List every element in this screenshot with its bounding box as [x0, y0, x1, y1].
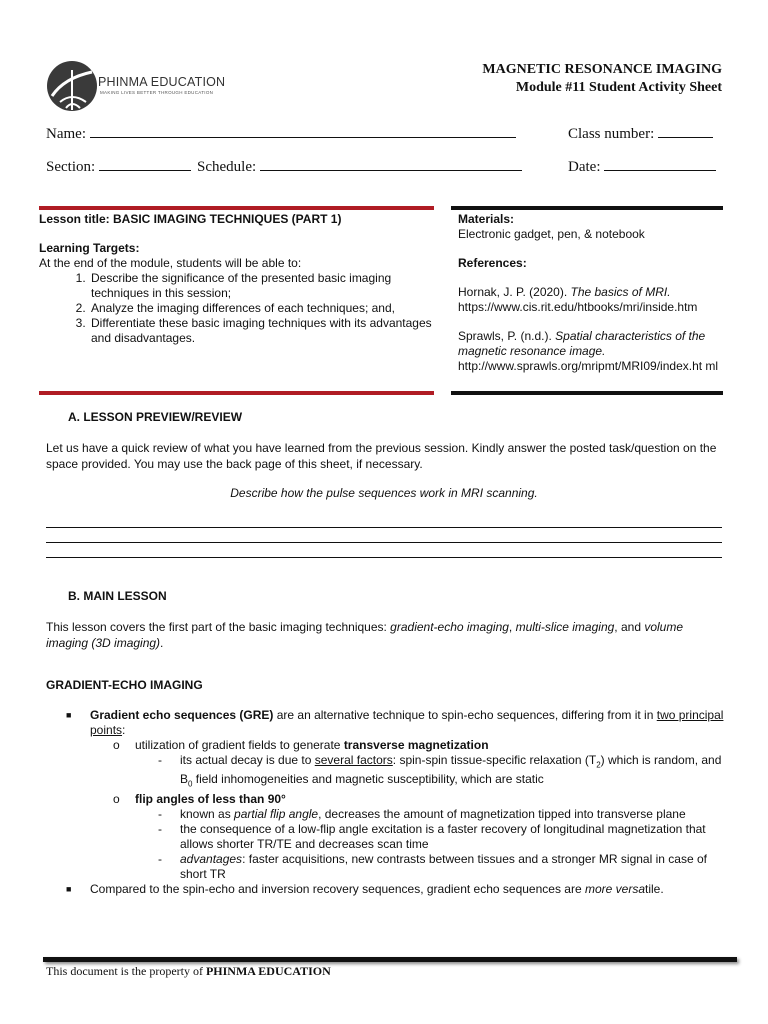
review-question: Describe how the pulse sequences work in MRI scanning.	[230, 486, 538, 500]
lesson-box-top-border	[39, 206, 434, 210]
dash-bullet-icon: -	[158, 753, 162, 767]
materials-box-top-border	[451, 206, 723, 210]
learning-targets-list	[39, 271, 434, 346]
name-blank[interactable]	[90, 124, 516, 138]
class-number-label: Class number:	[568, 126, 655, 142]
list-item: 3. Differentiate these basic imaging techniques with its advantages and disadvantages.	[89, 316, 434, 346]
class-number-field[interactable]	[568, 124, 713, 143]
dash-bullet-icon: -	[158, 806, 162, 821]
brand-tagline: MAKING LIVES BETTER THROUGH EDUCATION	[100, 90, 214, 95]
date-blank[interactable]	[604, 157, 716, 171]
gradient-echo-heading: GRADIENT-ECHO IMAGING	[46, 678, 203, 692]
list-item: - its actual decay is due to several factors: spin-spin tissue-specific relaxation $(T_2)$ which is random, and $B_0$ field inhomogeneities and magnetic susceptibility, which are static	[158, 753, 722, 789]
materials-box	[458, 212, 723, 374]
document-subtitle: Module #11 Student Activity Sheet	[515, 80, 722, 95]
list-item: 2. Analyze the imaging differences of each techniques; and,	[89, 301, 434, 316]
dash-bullet-icon: -	[158, 821, 162, 836]
dash-bullet-icon: -	[158, 851, 162, 866]
circle-bullet-icon: o	[113, 738, 120, 752]
document-title: MAGNETIC RESONANCE IMAGING	[482, 62, 722, 77]
brand-name: PHINMA EDUCATION	[98, 75, 226, 89]
lesson-title: Lesson title: BASIC IMAGING TECHNIQUES (PART 1)	[39, 212, 342, 226]
answer-line[interactable]	[46, 557, 722, 558]
reference-1: Hornak, J. P. (2020). The basics of MRI.	[458, 285, 671, 299]
square-bullet-icon: ■	[66, 883, 72, 894]
list-item: o utilization of gradient fields to generate transverse magnetization	[113, 738, 489, 752]
schedule-field[interactable]	[197, 157, 522, 176]
materials-text: Electronic gadget, pen, & notebook	[458, 227, 645, 241]
circle-bullet-icon: o	[113, 791, 120, 806]
name-label: Name:	[46, 126, 86, 142]
learning-targets-heading: Learning Targets:	[39, 241, 140, 255]
list-item: - advantages: faster acquisitions, new contrasts between tissues and a stronger MR signal in case of short TR	[158, 851, 707, 881]
list-item: o flip angles of less than 90°	[113, 791, 286, 806]
gre-bullet-list	[46, 708, 726, 897]
square-bullet-icon: ■	[66, 710, 72, 720]
answer-line[interactable]	[46, 527, 722, 528]
lesson-box-bottom-border	[39, 391, 434, 395]
learning-targets-intro: At the end of the module, students will be able to:	[39, 256, 302, 270]
section-a-paragraph: Let us have a quick review of what you have learned from the previous session. Kindly answer the posted task/question on the space provided. You may use the back page of this sheet, if necessary.	[46, 441, 717, 471]
materials-heading: Materials:	[458, 212, 515, 226]
class-number-blank[interactable]	[658, 124, 713, 138]
section-label: Section:	[46, 159, 96, 175]
schedule-blank[interactable]	[260, 157, 522, 171]
lesson-box	[39, 212, 434, 346]
list-item: - the consequence of a low-flip angle excitation is a faster recovery of longitudinal magnetization that allows shorter TR/TE and decreases scan time	[158, 821, 706, 851]
phinma-globe-icon	[46, 58, 98, 114]
date-field[interactable]	[568, 157, 716, 176]
list-item: ■ Compared to the spin-echo and inversion recovery sequences, gradient echo sequences are more versatile.	[66, 881, 664, 896]
materials-box-bottom-border	[451, 391, 723, 395]
section-b-heading: B. MAIN LESSON	[68, 589, 167, 603]
list-item: ■ Gradient echo sequences (GRE) are an alternative technique to spin-echo sequences, differing from it in two principal points:	[66, 708, 724, 737]
footer-text: This document is the property of PHINMA EDUCATION	[46, 964, 331, 978]
name-field[interactable]	[46, 124, 516, 143]
reference-1-link[interactable]: https://www.cis.rit.edu/htbooks/mri/inside.htm	[458, 300, 698, 314]
schedule-label: Schedule:	[197, 159, 257, 175]
main-lesson-intro: This lesson covers the first part of the basic imaging techniques: gradient-echo imaging, multi-slice imaging, and volume imaging (3D imaging).	[46, 620, 684, 650]
date-label: Date:	[568, 159, 601, 175]
section-field[interactable]	[46, 157, 191, 176]
section-a-heading: A. LESSON PREVIEW/REVIEW	[68, 410, 243, 424]
list-item: - known as partial flip angle, decreases the amount of magnetization tipped into transverse plane	[158, 806, 686, 821]
reference-2: Sprawls, P. (n.d.). Spatial characteristics of the magnetic resonance image.	[458, 329, 706, 358]
references-heading: References:	[458, 256, 527, 270]
reference-2-link[interactable]: http://www.sprawls.org/mripmt/MRI09/index.ht ml	[458, 359, 719, 373]
footer-divider	[43, 957, 737, 962]
section-blank[interactable]	[99, 157, 191, 171]
answer-line[interactable]	[46, 542, 722, 543]
list-item: 1. Describe the significance of the presented basic imaging techniques in this session;	[89, 271, 434, 301]
